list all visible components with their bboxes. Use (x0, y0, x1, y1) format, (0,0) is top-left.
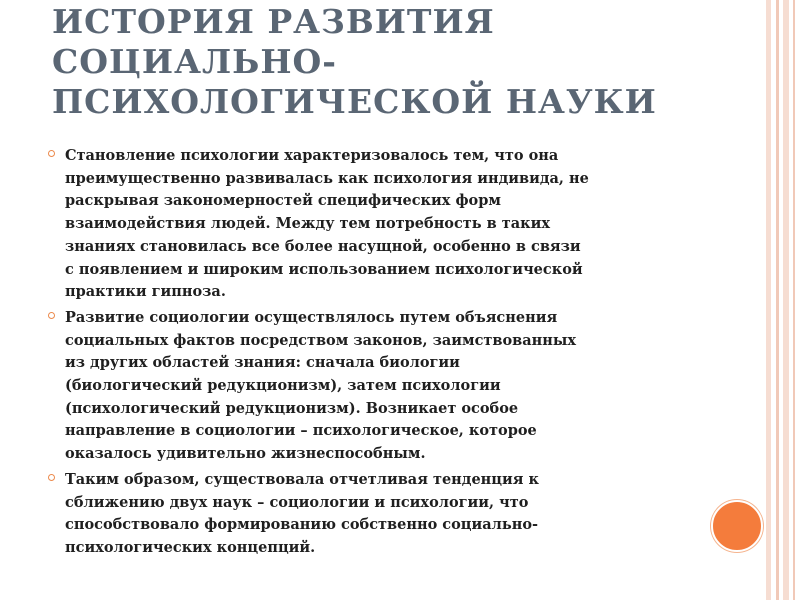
bullet-text-line: Становление психологии характеризовалось тем, что она (65, 147, 559, 164)
bullet-text-line: взаимодействия людей. Между тем потребность в таких (65, 215, 551, 233)
bullet-text-line: оказалось удивительно жизнеспособным. (65, 445, 426, 463)
slide-title-line: СОЦИАЛЬНО- (52, 42, 337, 81)
bullet-item (48, 307, 688, 466)
slide-title-line: ИСТОРИЯ РАЗВИТИЯ (52, 2, 495, 41)
bullet-text-line: преимущественно развивалась как психология индивида, не (65, 169, 589, 187)
bullet-text-line: (психологический редукционизм). Возникает особое (65, 399, 519, 417)
circle-outline-icon (48, 150, 55, 157)
bullet-text-line: Развитие социологии осуществлялось путем объяснения (65, 308, 558, 326)
bullet-text-line: практики гипноза. (65, 283, 226, 301)
bullet-list (48, 145, 688, 563)
circle-outline-icon (48, 312, 55, 319)
bullet-text-line: психологических концепций. (65, 538, 316, 556)
bullet-text-line: Таким образом, существовала отчетливая тенденция к (65, 470, 539, 488)
bullet-text-line: знаниях становилась все более насущной, особенно в связи (65, 237, 581, 255)
decorative-stripe (783, 0, 789, 600)
bullet-text-line: способствовало формированию собственно социально- (65, 516, 539, 534)
bullet-text-line: раскрывая закономерностей специфических форм (65, 192, 501, 210)
decorative-stripe (766, 0, 771, 600)
decorative-stripe (793, 0, 795, 600)
slide-title (52, 2, 742, 122)
bullet-text-line: направление в социологии – психологическое, которое (65, 422, 537, 440)
bullet-item (48, 469, 688, 560)
decorative-stripe (776, 0, 779, 600)
orange-circle-icon (711, 500, 763, 552)
bullet-text-line: (биологический редукционизм), затем психологии (65, 377, 501, 395)
slide-title-line: ПСИХОЛОГИЧЕСКОЙ НАУКИ (52, 82, 657, 121)
bullet-text-line: социальных фактов посредством законов, заимствованных (65, 331, 577, 349)
bullet-text-line: сближению двух наук – социологии и психологии, что (65, 493, 529, 511)
bullet-text-line: с появлением и широким использованием психологической (65, 260, 583, 278)
bullet-text-line: из других областей знания: сначала биологии (65, 354, 460, 372)
bullet-item (48, 145, 688, 304)
circle-outline-icon (48, 474, 55, 481)
